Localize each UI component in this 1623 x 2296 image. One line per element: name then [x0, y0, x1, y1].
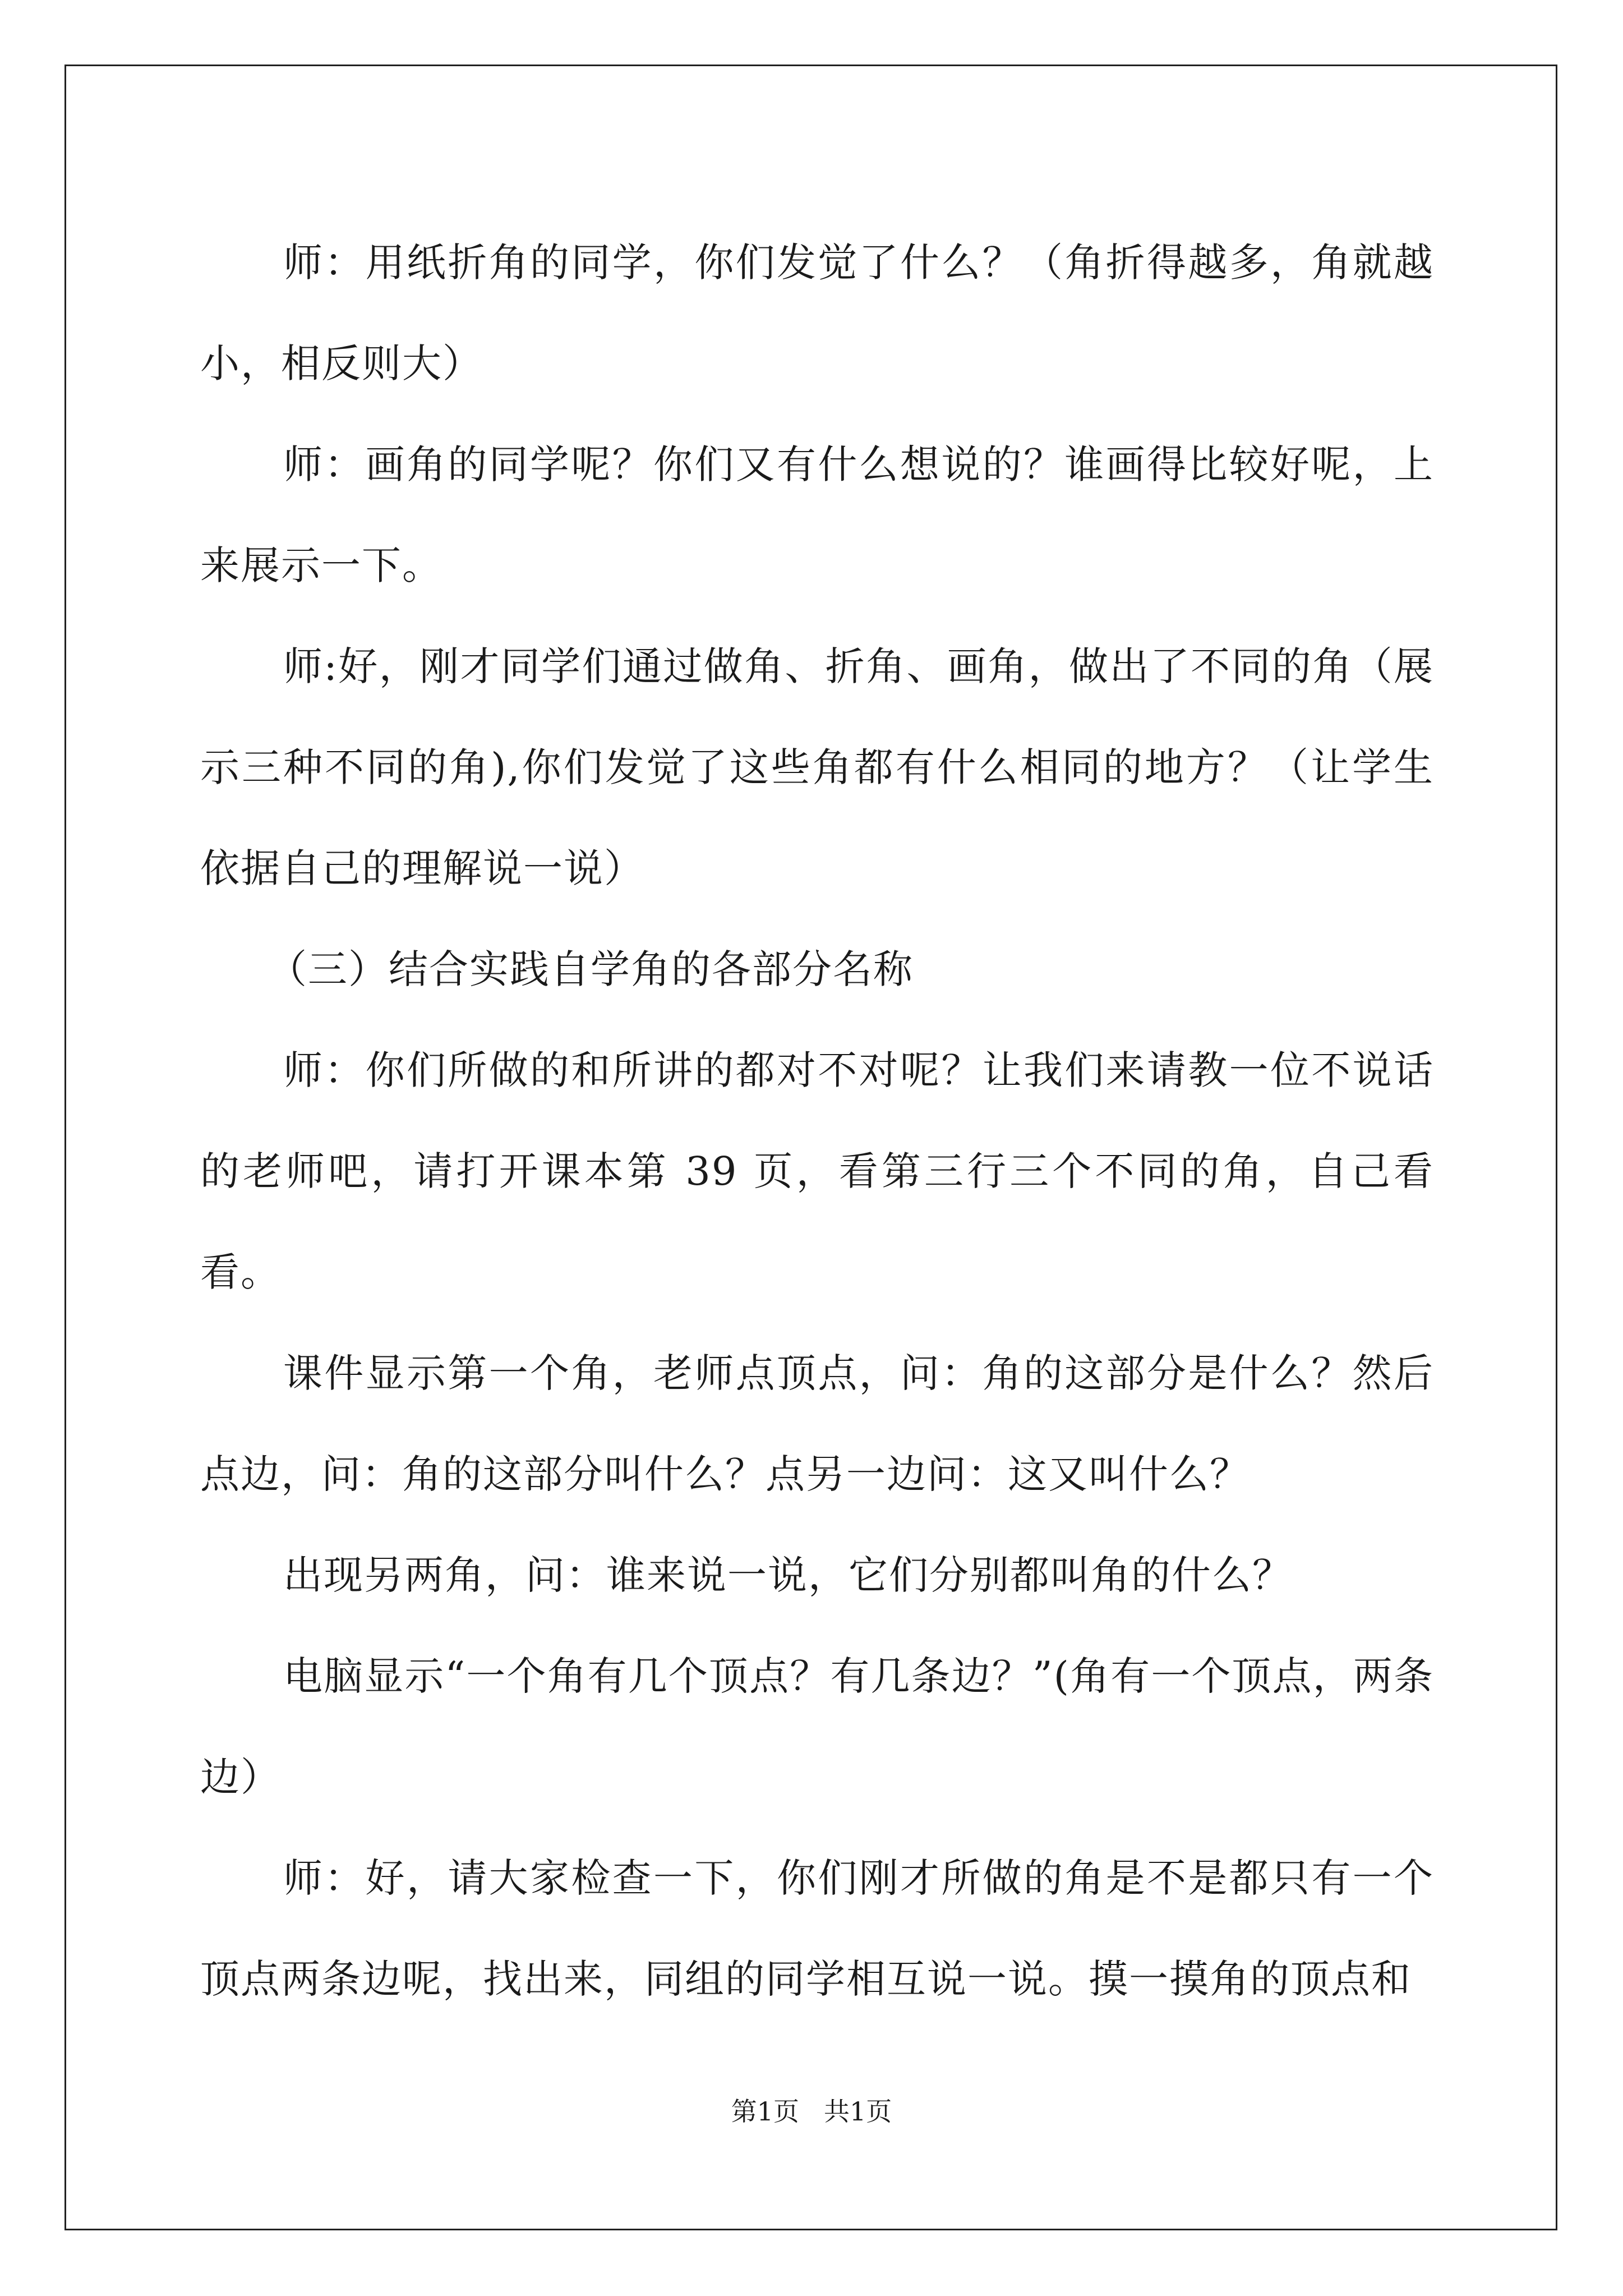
page-footer: [0, 2095, 1623, 2128]
paragraph-compare-angles: 师:好，刚才同学们通过做角、折角、画角，做出了不同的角（展示三种不同的角),你们发觉了这些角都有什么相同的地方？（让学生依据自己的理解说一说）: [200, 643, 1434, 891]
section-heading: （三）结合实践自学角的各部分名称: [268, 946, 914, 992]
page-total: 共1页: [823, 2096, 892, 2127]
paragraph-fold-angle: 师：用纸折角的同学，你们发觉了什么？（角折得越多，角就越小，相反则大）: [200, 240, 1434, 386]
paragraph-courseware: 课件显示第一个角，老师点顶点，问：角的这部分是什么？然后点边，问：角的这部分叫什么？点另一边问：这又叫什么？: [200, 1350, 1434, 1497]
paragraph-check: 师：好，请大家检查一下，你们刚才所做的角是不是都只有一个顶点两条边呢，找出来，同组的同学相互说一说。摸一摸角的顶点和: [200, 1855, 1434, 2002]
paragraph-textbook: 师：你们所做的和所讲的都对不对呢？让我们来请教一位不说话的老师吧，请打开课本第 39 页，看第三行三个不同的角，自己看看。: [200, 1047, 1434, 1295]
document-body: [200, 212, 1434, 2030]
paragraph-draw-angle: 师：画角的同学呢？你们又有什么想说的？谁画得比较好呢，上来展示一下。: [200, 441, 1434, 588]
paragraph-two-angles: 出现另两角，问：谁来说一说，它们分别都叫角的什么？: [283, 1552, 1293, 1598]
page-number: 第1页: [731, 2096, 800, 2127]
paragraph-computer-display: 电脑显示“一个角有几个顶点？有几条边？”(角有一个顶点，两条边）: [200, 1653, 1434, 1800]
